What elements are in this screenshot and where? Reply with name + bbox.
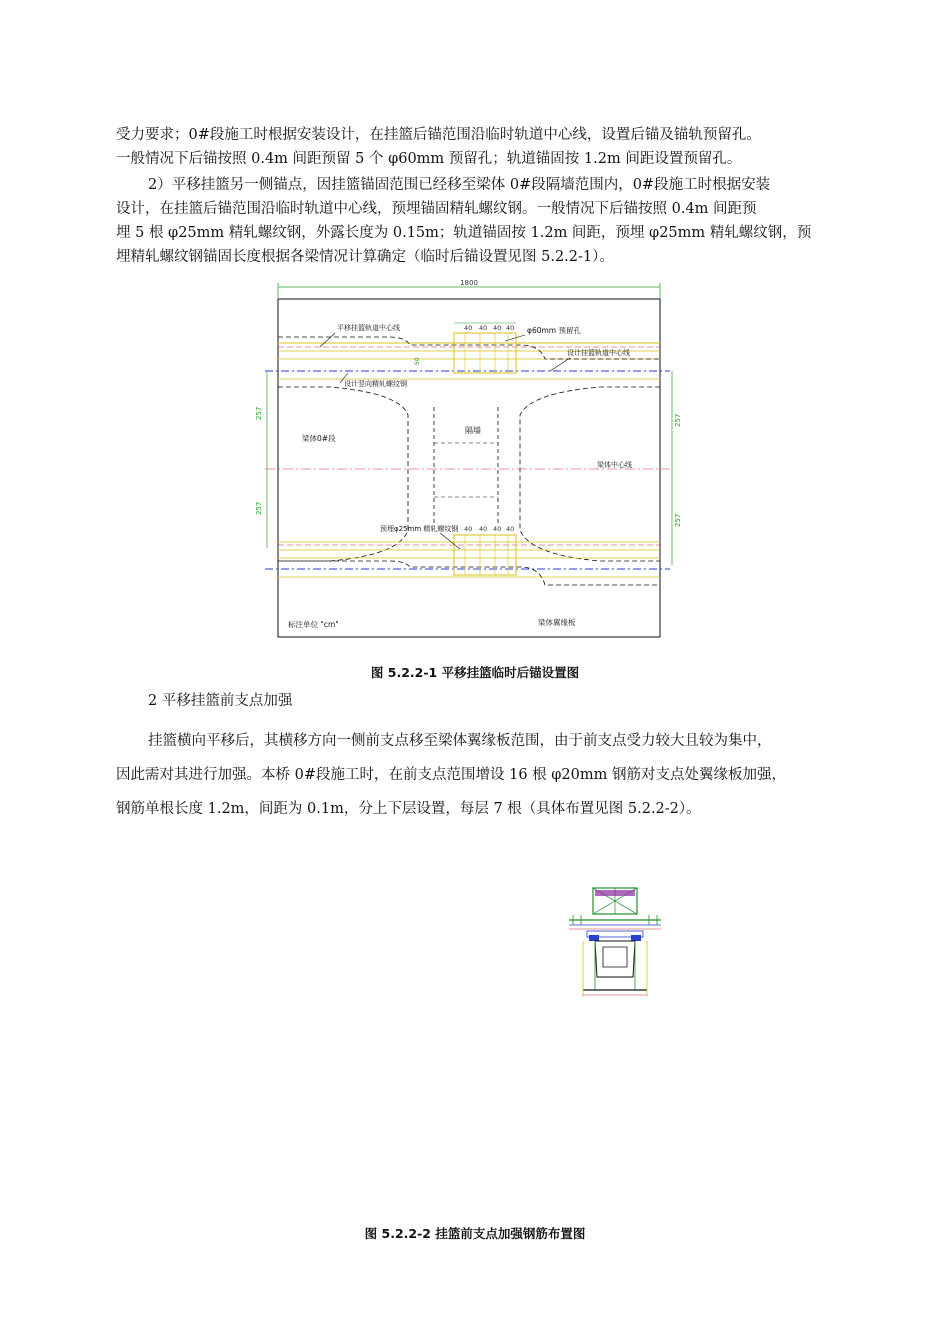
label-wall: 隔墙 bbox=[465, 426, 481, 435]
dim-40-f: 40 bbox=[479, 525, 488, 533]
para1-line2: 一般情况下后锚按照 0.4m 间距预留 5 个 φ60mm 预留孔；轨道锚固按 1.2m 间距设置预留孔。 bbox=[116, 151, 742, 167]
label-design-bar: 设计竖向精轧螺纹钢 bbox=[344, 380, 407, 388]
right-haunch-outline bbox=[520, 387, 660, 561]
label-hole: φ60mm 预留孔 bbox=[527, 326, 581, 335]
para2-line1: 2）平移挂篮另一侧锚点，因挂篮锚固范围已经移至梁体 0#段隔墙范围内，0#段施工时根据安装 bbox=[148, 177, 771, 193]
dim-right-top: 257 bbox=[674, 413, 682, 427]
para1-line1: 受力要求；0#段施工时根据安装设计，在挂篮后锚范围沿临时轨道中心线，设置后锚及锚轨预留孔。 bbox=[116, 127, 761, 143]
label-segment: 梁体0#段 bbox=[302, 434, 336, 443]
left-haunch-outline bbox=[278, 387, 408, 561]
dim-left-bottom: 257 bbox=[255, 501, 263, 515]
rebar-layout-drawing bbox=[565, 885, 665, 1000]
paragraph-other-side-anchor bbox=[116, 173, 861, 269]
section-heading-front-support: 2 平移挂篮前支点加强 bbox=[148, 693, 293, 709]
dim-40-e: 40 bbox=[464, 525, 473, 533]
label-beam-center: 梁体中心线 bbox=[597, 461, 632, 469]
dim-40-a: 40 bbox=[464, 324, 473, 332]
label-unit: 标注单位 "cm" bbox=[288, 620, 339, 629]
label-design-track: 设计挂篮轨道中心线 bbox=[567, 349, 630, 357]
label-flange: 梁体翼缘板 bbox=[538, 618, 576, 627]
dim-1800: 1800 bbox=[460, 279, 478, 287]
figure1-caption: 图 5.2.2-1 平移挂篮临时后锚设置图 bbox=[370, 665, 580, 680]
label-track-center: 平移挂篮轨道中心线 bbox=[337, 324, 400, 332]
dim-40-b: 40 bbox=[479, 324, 488, 332]
dim-left-top: 257 bbox=[255, 406, 263, 420]
figure-front-support-rebar bbox=[565, 885, 665, 1000]
dim-50: 50 bbox=[414, 357, 421, 365]
dim-40-c: 40 bbox=[493, 324, 502, 332]
paragraph-anchor-holes bbox=[116, 123, 856, 171]
dim-40-d: 40 bbox=[506, 324, 515, 332]
paragraph-front-support bbox=[116, 724, 861, 826]
dim-right-bottom: 257 bbox=[674, 513, 682, 527]
upper-anchor-plate bbox=[454, 333, 516, 373]
figure-temporary-rear-anchor bbox=[240, 275, 700, 645]
para2-line3: 埋 5 根 φ25mm 精轧螺纹钢，外露长度为 0.15m；轨道锚固按 1.2m 间距，预埋 φ25mm 精轧螺纹钢，预 bbox=[116, 225, 812, 241]
dim-40-g: 40 bbox=[493, 525, 502, 533]
dim-40-h: 40 bbox=[506, 525, 515, 533]
label-embedded-bar: 预埋φ25mm 精轧螺纹钢 bbox=[380, 525, 459, 533]
para2-line2: 设计，在挂篮后锚范围沿临时轨道中心线，预埋锚固精轧螺纹钢。一般情况下后锚按照 0.4m 间距预 bbox=[116, 201, 757, 217]
para3-line2: 因此需对其进行加强。本桥 0#段施工时，在前支点范围增设 16 根 φ20mm 钢筋对支点处翼缘板加强， bbox=[116, 767, 786, 783]
para3-line1: 挂篮横向平移后，其横移方向一侧前支点移至梁体翼缘板范围，由于前支点受力较大且较为集中， bbox=[148, 733, 772, 749]
cad-drawing bbox=[240, 275, 700, 645]
figure2-caption: 图 5.2.2-2 挂篮前支点加强钢筋布置图 bbox=[364, 1226, 586, 1241]
para3-line3: 钢筋单根长度 1.2m，间距为 0.1m，分上下层设置，每层 7 根（具体布置见图 5.2.2-2）。 bbox=[116, 801, 701, 817]
para2-line4: 埋精轧螺纹钢锚固长度根据各梁情况计算确定（临时后锚设置见图 5.2.2-1）。 bbox=[116, 249, 614, 265]
